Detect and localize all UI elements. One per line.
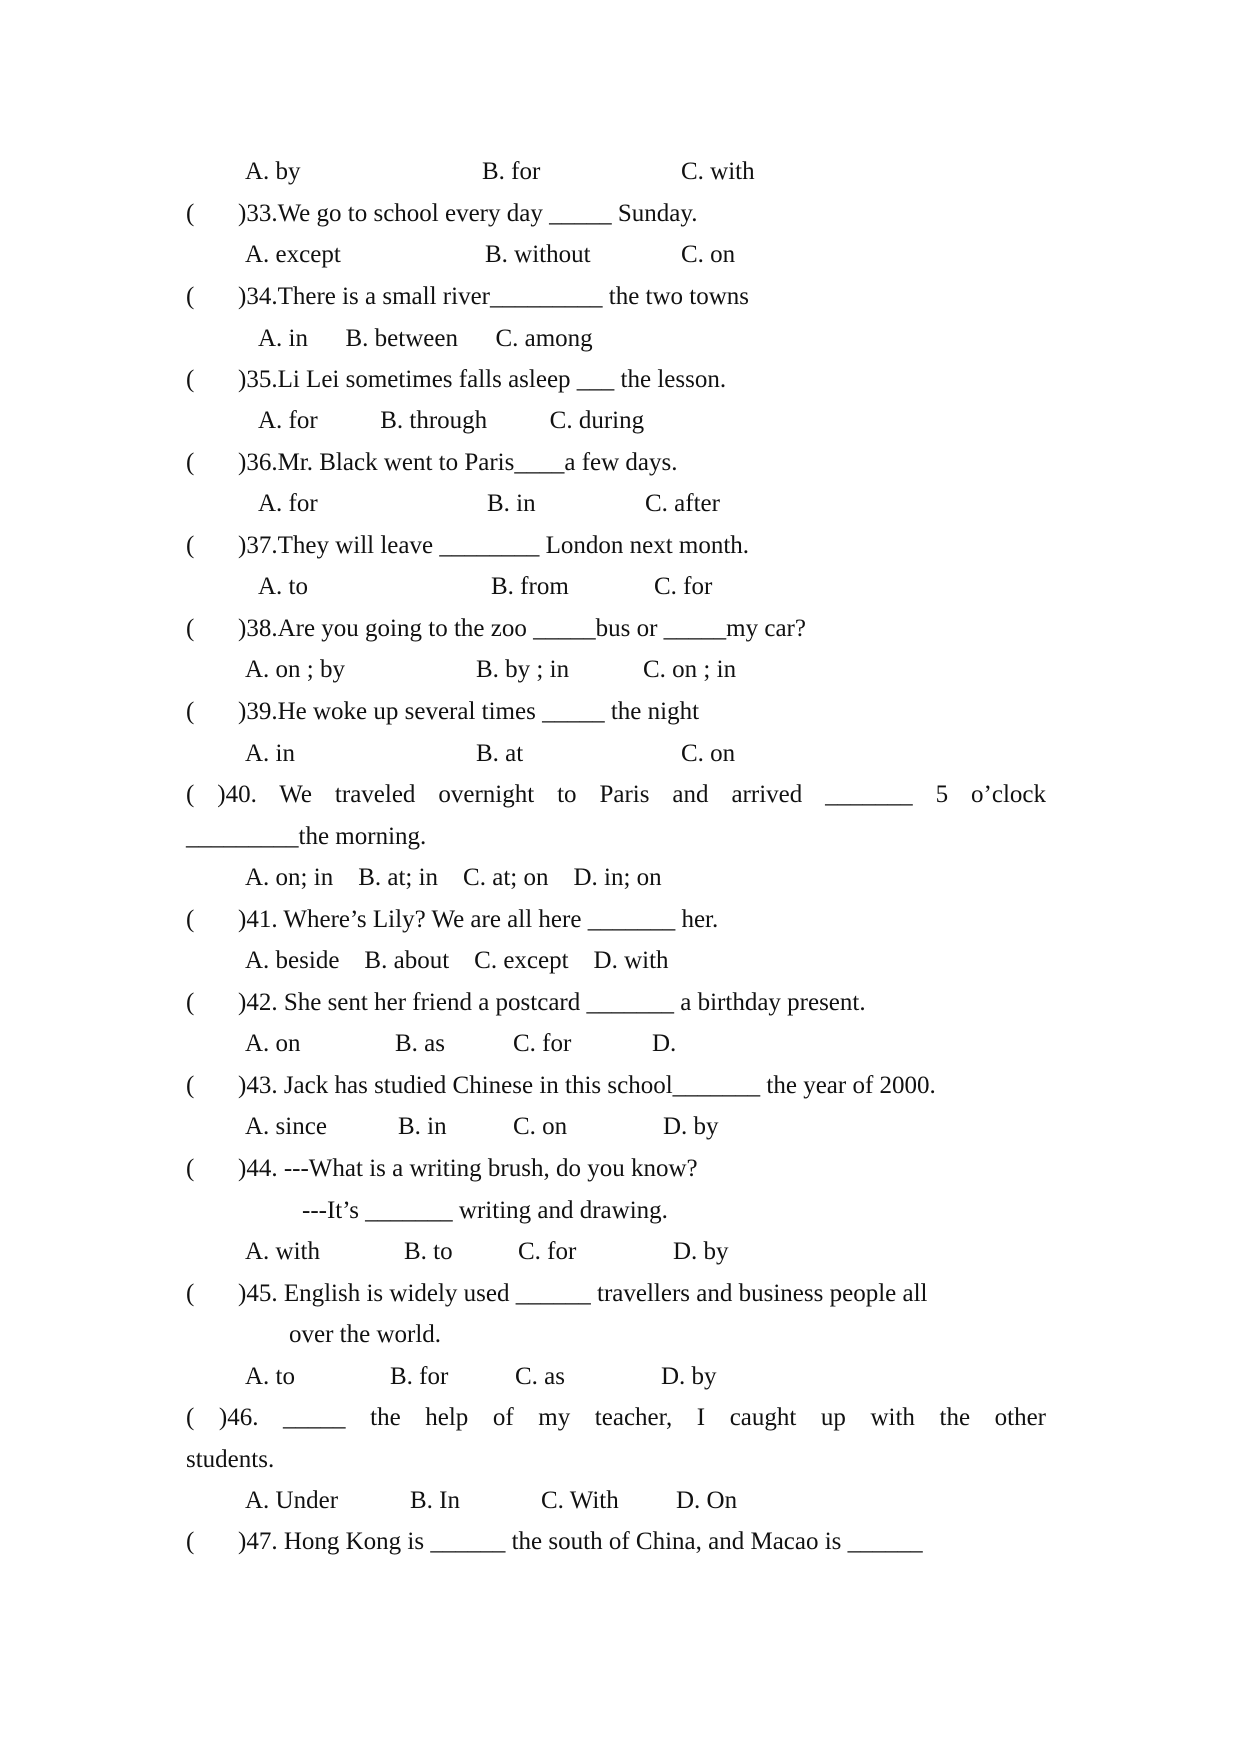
option-b: B. to [404, 1238, 453, 1265]
question-paren: ( [186, 449, 195, 476]
option-d: D. by [673, 1238, 729, 1265]
question-paren: ( [186, 200, 195, 227]
question-40: ( )40. We traveled overnight to Paris and arrived _______ 5 o’clock [186, 781, 1046, 808]
question-paren: ( [186, 1155, 195, 1182]
option-c: C. With [541, 1487, 619, 1514]
option-a: A. to [258, 573, 308, 600]
question-34: )34.There is a small river_________ the two towns [238, 283, 750, 310]
question-44: )44. ---What is a writing brush, do you know? [238, 1155, 698, 1182]
options-34: A. in B. between C. among [258, 325, 593, 352]
options-41: A. beside B. about C. except D. with [245, 947, 669, 974]
question-46-cont: students. [186, 1446, 275, 1473]
question-paren: ( [186, 283, 195, 310]
option-a: A. with [245, 1238, 320, 1265]
question-38: )38.Are you going to the zoo _____bus or _____my car? [238, 615, 806, 642]
option-c: C. on [513, 1113, 568, 1140]
question-paren: ( [186, 615, 195, 642]
option-c: C. after [645, 490, 720, 517]
question-42: )42. She sent her friend a postcard _______ a birthday present. [238, 989, 866, 1016]
option-b: B. as [395, 1030, 445, 1057]
question-paren: ( [186, 1280, 195, 1307]
options-40: A. on; in B. at; in C. at; on D. in; on [245, 864, 662, 891]
option-a: A. for [258, 490, 318, 517]
question-paren: ( [186, 1528, 195, 1555]
question-45: )45. English is widely used ______ travellers and business people all [238, 1280, 928, 1307]
question-33: )33.We go to school every day _____ Sunday. [238, 200, 698, 227]
option-b: B. at [476, 740, 524, 767]
option-d: D. [652, 1030, 677, 1057]
option-d: D. On [676, 1487, 738, 1514]
option-a: A. Under [245, 1487, 339, 1514]
option-d: D. by [663, 1113, 719, 1140]
question-37: )37.They will leave ________ London next month. [238, 532, 750, 559]
option-d: D. by [661, 1363, 717, 1390]
option-b: B. by ; in [476, 656, 570, 683]
question-47: )47. Hong Kong is ______ the south of China, and Macao is ______ [238, 1528, 923, 1555]
question-46: ( )46. _____ the help of my teacher, I caught up with the other [186, 1404, 1046, 1431]
option-b: B. for [482, 158, 541, 185]
option-c: C. for [513, 1030, 572, 1057]
option-b: B. without [485, 241, 591, 268]
option-b: B. in [398, 1113, 447, 1140]
option-c: C. on [681, 740, 736, 767]
question-paren: ( [186, 906, 195, 933]
option-c: C. as [515, 1363, 565, 1390]
option-c: C. on [681, 241, 736, 268]
option-b: B. from [491, 573, 569, 600]
question-45-cont: over the world. [289, 1321, 442, 1348]
question-39: )39.He woke up several times _____ the night [238, 698, 700, 725]
question-41: )41. Where’s Lily? We are all here _______ her. [238, 906, 719, 933]
option-a: A. except [245, 241, 341, 268]
option-b: B. in [487, 490, 536, 517]
question-43: )43. Jack has studied Chinese in this school_______ the year of 2000. [238, 1072, 936, 1099]
option-a: A. on [245, 1030, 301, 1057]
option-c: C. on ; in [643, 656, 737, 683]
options-35: A. for B. through C. during [258, 407, 645, 434]
question-paren: ( [186, 366, 195, 393]
question-36: )36.Mr. Black went to Paris____a few days. [238, 449, 678, 476]
question-paren: ( [186, 698, 195, 725]
question-40-cont: _________the morning. [186, 823, 427, 850]
option-a: A. in [245, 740, 295, 767]
option-c: C. for [654, 573, 713, 600]
option-c: C. for [518, 1238, 577, 1265]
question-35: )35.Li Lei sometimes falls asleep ___ the lesson. [238, 366, 727, 393]
option-a: A. on ; by [245, 656, 345, 683]
option-a: A. since [245, 1113, 327, 1140]
question-paren: ( [186, 532, 195, 559]
option-b: B. for [390, 1363, 449, 1390]
option-c: C. with [681, 158, 755, 185]
option-a: A. to [245, 1363, 295, 1390]
question-44-answer-line: ---It’s _______ writing and drawing. [302, 1197, 668, 1224]
question-paren: ( [186, 1072, 195, 1099]
option-a: A. by [245, 158, 301, 185]
question-paren: ( [186, 989, 195, 1016]
option-b: B. In [410, 1487, 460, 1514]
